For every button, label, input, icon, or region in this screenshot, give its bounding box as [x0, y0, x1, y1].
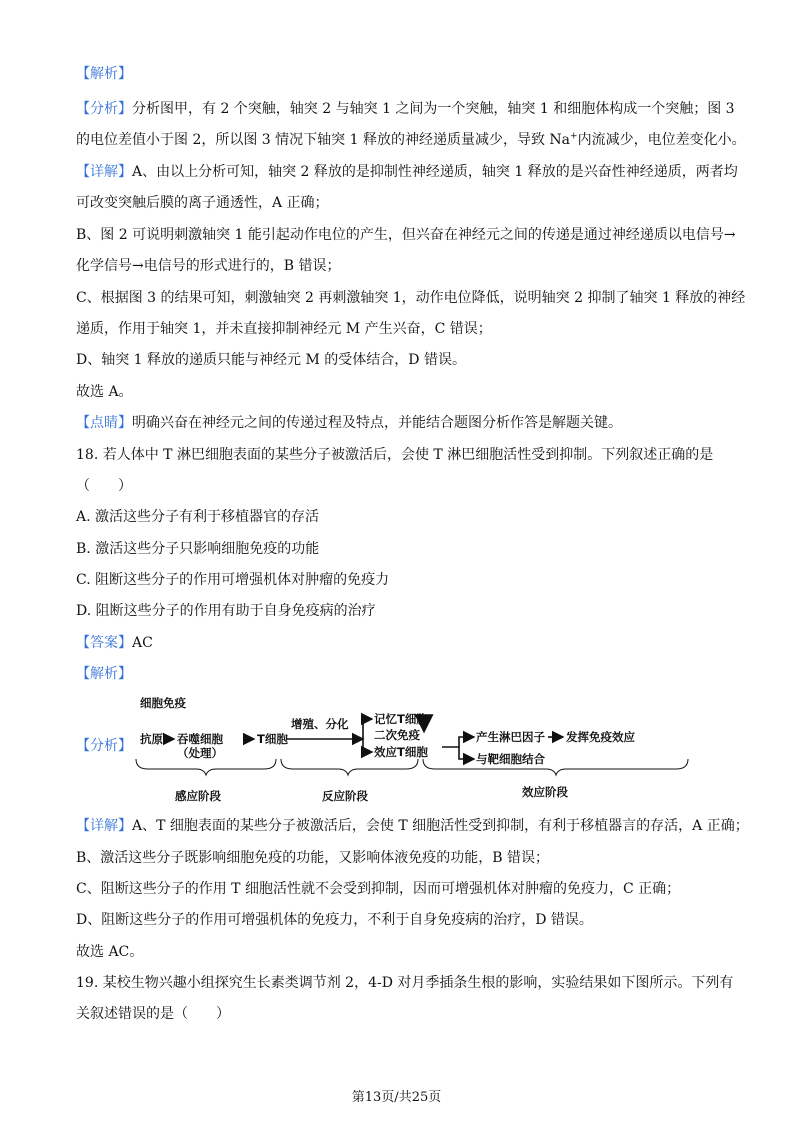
section-tag: 【详解】 [76, 164, 132, 180]
node-effector-tcell: 效应T细胞 [374, 745, 428, 759]
arrow [442, 737, 474, 747]
arrow [459, 747, 474, 759]
option-d: D. 阻断这些分子的作用有助于自身免疫病的治疗 [76, 603, 376, 619]
label-proliferate: 增殖、分化 [291, 717, 349, 731]
node-immune-effect: 发挥免疫效应 [566, 730, 635, 744]
section-tag: 【分析】 [76, 101, 132, 117]
option-c: C. 阻断这些分子的作用可增强机体对肿瘤的免疫力 [76, 572, 390, 588]
analysis-paragraph [76, 99, 735, 119]
node-tcell: T细胞 [257, 732, 288, 746]
detail-line: B、激活这些分子既影响细胞免疫的功能，又影响体液免疫的功能，B 错误； [76, 850, 550, 866]
stage-reaction: 反应阶段 [322, 789, 368, 803]
answer-line [76, 633, 153, 653]
analysis-heading: 【解析】 [76, 666, 132, 682]
detail-line: 递质，作用于轴突 1，并未直接抑制神经元 M 产生兴奋，C 错误； [76, 321, 492, 337]
node-lymphokine: 产生淋巴因子 [476, 730, 545, 744]
brace [423, 759, 688, 775]
detail-paragraph [76, 162, 738, 182]
option-a: A. 激活这些分子有利于移植器官的存活 [76, 509, 320, 525]
detail-line: 化学信号→电信号的形式进行的，B 错误； [76, 258, 341, 274]
node-target-binding: 与靶细胞结合 [476, 752, 545, 766]
node-processing: （处理） [177, 746, 223, 760]
text: 内流减少，电位差变化小。 [577, 132, 746, 148]
text: 分析图甲，有 2 个突触，轴突 2 与轴突 1 之间为一个突触，轴突 1 和细胞体构成一个突触；图 3 [132, 101, 735, 117]
section-tag: 【详解】 [76, 818, 132, 834]
detail-line: 可改变突触后膜的离子通透性，A 正确； [76, 195, 329, 211]
detail-line: C、阻断这些分子的作用 T 细胞活性就不会受到抑制，因而可增强机体对肿瘤的免疫力，C 正确； [76, 881, 681, 897]
detail-line: C、根据图 3 的结果可知，刺激轴突 2 再刺激轴突 1，动作电位降低，说明轴突 2 抑制了轴突 1 释放的神经 [76, 290, 746, 306]
comment-paragraph [76, 413, 622, 433]
text: A、T 细胞表面的某些分子被激活后，会使 T 细胞活性受到抑制，有利于移植器言的存活，A 正确； [132, 818, 749, 834]
question-stem: 18. 若人体中 T 淋巴细胞表面的某些分子被激活后，会使 T 淋巴细胞活性受到抑制。下列叙述正确的是 [76, 447, 714, 463]
brace [136, 759, 276, 775]
label-second-response: 二次免疫 [374, 728, 420, 742]
detail-paragraph [76, 816, 749, 836]
superscript: + [570, 131, 578, 142]
analysis-heading: 【解析】 [76, 66, 132, 82]
option-b: B. 激活这些分子只影响细胞免疫的功能 [76, 541, 320, 557]
text: 明确兴奋在神经元之间的传递过程及特点，并能结合题图分析作答是解题关键。 [132, 415, 622, 431]
section-tag: 【分析】 [76, 738, 132, 754]
node-antigen: 抗原 [140, 732, 163, 746]
arrow [363, 739, 372, 752]
cellular-immunity-diagram [76, 693, 716, 808]
node-phagocyte: 吞噬细胞 [177, 732, 223, 746]
section-tag: 【点睛】 [76, 415, 132, 431]
arrow [363, 719, 372, 739]
brace [281, 759, 418, 775]
page-number: 第13页/共25页 [351, 1090, 442, 1105]
section-tag: 【答案】 [76, 635, 132, 651]
node-memory-tcell: 记忆T细胞 [374, 712, 428, 726]
diagram-title: 细胞免疫 [140, 696, 186, 710]
choice-line: 故选 AC。 [76, 944, 144, 960]
text: A、由以上分析可知，轴突 2 释放的是抑制性神经递质，轴突 1 释放的是兴奋性神经递质，两者均 [132, 164, 738, 180]
answer-value: AC [132, 635, 153, 651]
question-stem: （ ） [76, 478, 132, 494]
choice-line: 故选 A。 [76, 384, 133, 400]
detail-line: D、阻断这些分子的作用可增强机体的免疫力，不利于自身免疫病的治疗，D 错误。 [76, 912, 593, 928]
question-stem: 19. 某校生物兴趣小组探究生长素类调节剂 2，4-D 对月季插条生根的影响，实验结果如下图所示。下列有 [76, 975, 734, 991]
text: 的电位差值小于图 2，所以图 3 情况下轴突 1 释放的神经递质量减少，导致 Na [76, 132, 571, 148]
stage-sensing: 感应阶段 [175, 789, 221, 803]
detail-line: D、轴突 1 释放的递质只能与神经元 M 的受体结合，D 错误。 [76, 352, 466, 368]
question-stem: 关叙述错误的是（ ） [76, 1006, 230, 1022]
analysis-paragraph [76, 130, 746, 150]
stage-effect: 效应阶段 [522, 785, 568, 799]
detail-line: B、图 2 可说明刺激轴突 1 能引起动作电位的产生，但兴奋在神经元之间的传递是通过神经递质以电信号→ [76, 227, 736, 243]
